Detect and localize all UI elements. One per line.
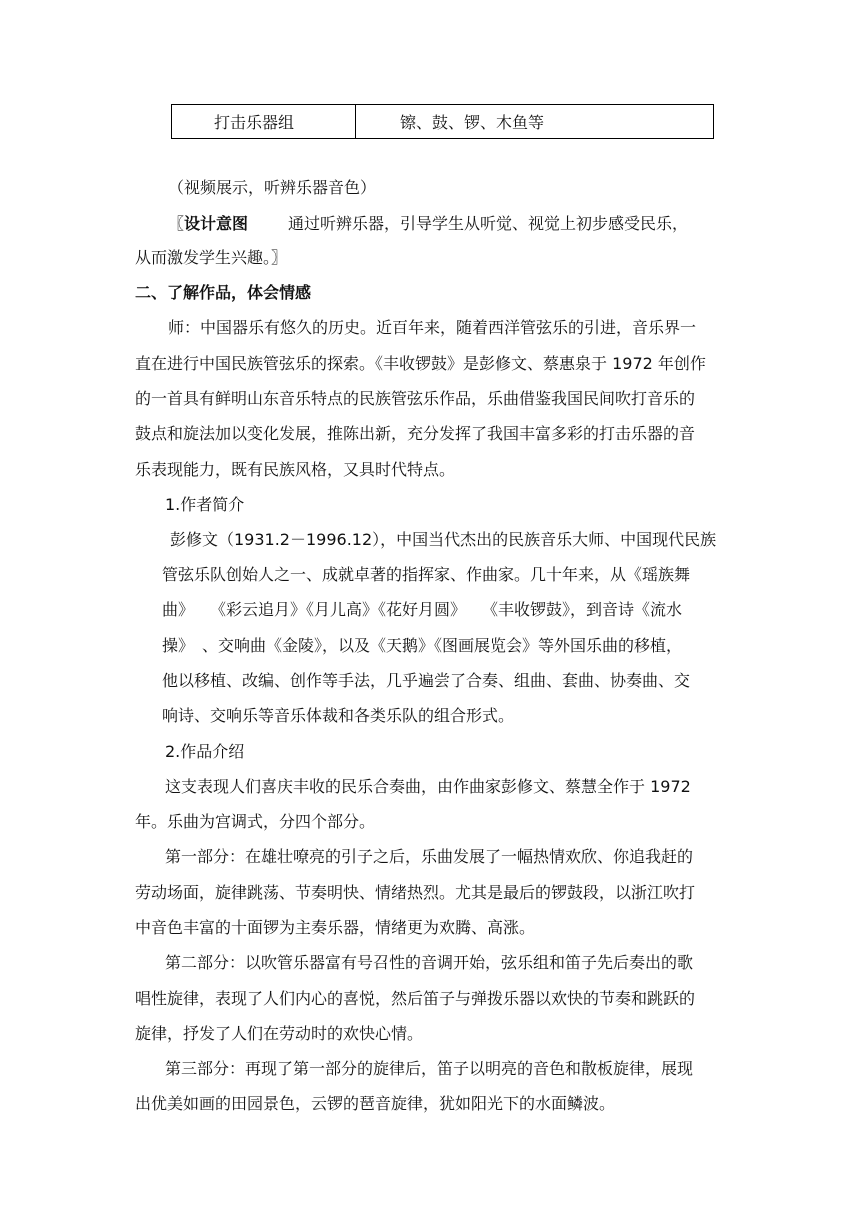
author-line: 他以移植、改编、创作等手法，几乎遍尝了合奏、组曲、套曲、协奏曲、交: [162, 671, 691, 690]
author-heading: 1.作者简介: [165, 495, 245, 514]
author-line: 管弦乐队创始人之一、成就卓著的指挥家、作曲家。几十年来，从《瑶族舞: [162, 565, 691, 584]
author-line: 响诗、交响乐等音乐体裁和各类乐队的组合形式。: [162, 706, 515, 725]
intro-line: 师：中国器乐有悠久的历史。近百年来，随着西洋管弦乐的引进，音乐界一: [168, 318, 697, 337]
video-note: （视频展示，听辨乐器音色）: [168, 178, 377, 197]
work-line: 第一部分：在雄壮嘹亮的引子之后，乐曲发展了一幅热情欢欣、你追我赶的: [165, 847, 694, 866]
work-line: 第三部分：再现了第一部分的旋律后，笛子以明亮的音色和散板旋律，展现: [165, 1059, 694, 1078]
design-intent-line-1: [168, 214, 688, 234]
work-line: 这支表现人们喜庆丰收的民乐合奏曲，由作曲家彭修文、蔡慧全作于 1972: [165, 777, 691, 796]
work-heading: 2.作品介绍: [165, 742, 245, 761]
work-line: 劳动场面，旋律跳荡、节奏明快、情绪热烈。尤其是最后的锣鼓段，以浙江吹打: [135, 883, 696, 902]
work-line: 出优美如画的田园景色，云锣的琶音旋律，犹如阳光下的水面鳞波。: [135, 1094, 616, 1113]
intro-line: 的一首具有鲜明山东音乐特点的民族管弦乐作品，乐曲借鉴我国民间吹打音乐的: [135, 389, 696, 408]
table-row: [172, 105, 714, 139]
work-line: 中音色丰富的十面锣为主奏乐器，情绪更为欢腾、高涨。: [135, 918, 536, 937]
table-cell-instruments: 镲、鼓、锣、木鱼等: [356, 105, 714, 139]
design-intent-line-2: 从而激发学生兴趣。〗: [135, 248, 288, 267]
design-label: 设计意图: [184, 214, 249, 233]
section-heading: 二、了解作品，体会情感: [135, 283, 312, 302]
work-line: 年。乐曲为宫调式，分四个部分。: [135, 812, 376, 831]
work-line: 唱性旋律，表现了人们内心的喜悦，然后笛子与弹拨乐器以欢快的节奏和跳跃的: [135, 989, 696, 1008]
work-line: 第二部分：以吹管乐器富有号召性的音调开始，弦乐组和笛子先后奏出的歌: [165, 953, 694, 972]
design-bracket: 〖: [168, 214, 185, 233]
design-text-1: 通过听辨乐器，引导学生从听觉、视觉上初步感受民乐，: [288, 214, 689, 233]
work-line: 旋律，抒发了人们在劳动时的欢快心情。: [135, 1024, 424, 1043]
author-line: 操》 、交响曲《金陵》，以及《天鹅》《图画展览会》等外国乐曲的移植，: [162, 636, 683, 655]
intro-line: 乐表现能力，既有民族风格，又具时代特点。: [135, 460, 456, 479]
instrument-table: [171, 104, 714, 139]
intro-line: 直在进行中国民族管弦乐的探索。《丰收锣鼓》是彭修文、蔡惠泉于 1972 年创作: [135, 354, 706, 373]
author-line: 彭修文（1931.2－1996.12），中国当代杰出的民族音乐大师、中国现代民族: [170, 530, 717, 549]
table-cell-group: 打击乐器组: [172, 105, 356, 139]
author-line: 曲》 《彩云追月》《月儿高》《花好月圆》 《丰收锣鼓》，到音诗《流水: [162, 600, 683, 619]
intro-line: 鼓点和旋法加以变化发展，推陈出新，充分发挥了我国丰富多彩的打击乐器的音: [135, 424, 696, 443]
